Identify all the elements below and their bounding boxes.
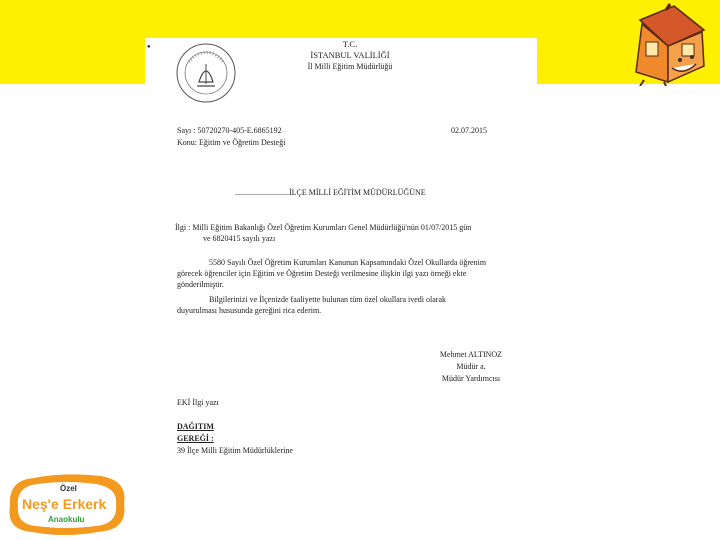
document-date: 02.07.2015 (451, 126, 487, 135)
header-line-mudurluk: İl Milli Eğitim Müdürlüğü (307, 62, 393, 71)
reference-line-2: ve 6820415 sayılı yazı (203, 234, 276, 243)
reference-line-1: İlgi : Milli Eğitim Bakanlığı Özel Öğretim Kurumları Genel Müdürlüğü'nün 01/07/2015 gün (175, 223, 472, 232)
ministry-seal-icon (175, 42, 237, 104)
body-paragraph-1-line-1: 5580 Sayılı Özel Öğretim Kurumları Kanunun Kapsamındaki Özel Okullarda öğrenim (209, 258, 487, 267)
body-paragraph-2-line-2: duyurulması hususunda gereğini rica ederim. (177, 306, 322, 315)
signatory-name: Mehmet ALTINOZ (439, 350, 503, 359)
body-paragraph-1-line-3: gönderilmiştir. (177, 280, 224, 289)
distribution-item: 39 İlçe Milli Eğitim Müdürlüklerine (177, 446, 293, 455)
document-subject: Konu: Eğitim ve Öğretim Desteği (177, 138, 286, 147)
cartoon-house-illustration (622, 2, 712, 86)
recipient-line: ...........................İLÇE MİLLİ EĞİTİM MÜDÜRLÜĞÜNE (235, 188, 426, 197)
logo-sub-text: Anaokulu (48, 515, 85, 524)
document-number: Sayı : 50720270-405-E.6865192 (177, 126, 282, 135)
logo-top-text: Özel (60, 484, 77, 493)
body-paragraph-1-line-2: görecek öğrenciler için Eğitim ve Öğretim Desteği verilmesine ilişkin ilgi yazı örneği ekte (177, 269, 467, 278)
signatory-title-2: Müdür Yardımcısı (441, 374, 501, 383)
bullet-dot: ● (147, 44, 151, 50)
header-line-tc: T.C. (342, 39, 358, 49)
attachment-note: EKİ İlgi yazı (177, 398, 219, 407)
signatory-title-1: Müdür a. (456, 362, 486, 371)
distribution-title: DAĞITIM (177, 422, 214, 431)
official-letter (145, 38, 537, 468)
body-paragraph-2-line-1: Bilgilerinizi ve İlçenizde faaliyette bulunan tüm özel okullara ivedi olarak (209, 295, 447, 304)
school-logo (4, 470, 130, 538)
logo-main-text: Neş'e Erkerk (22, 496, 107, 512)
distribution-subtitle: GEREĞİ : (177, 434, 214, 443)
header-line-valilik: İSTANBUL VALİLİĞİ (310, 50, 390, 60)
